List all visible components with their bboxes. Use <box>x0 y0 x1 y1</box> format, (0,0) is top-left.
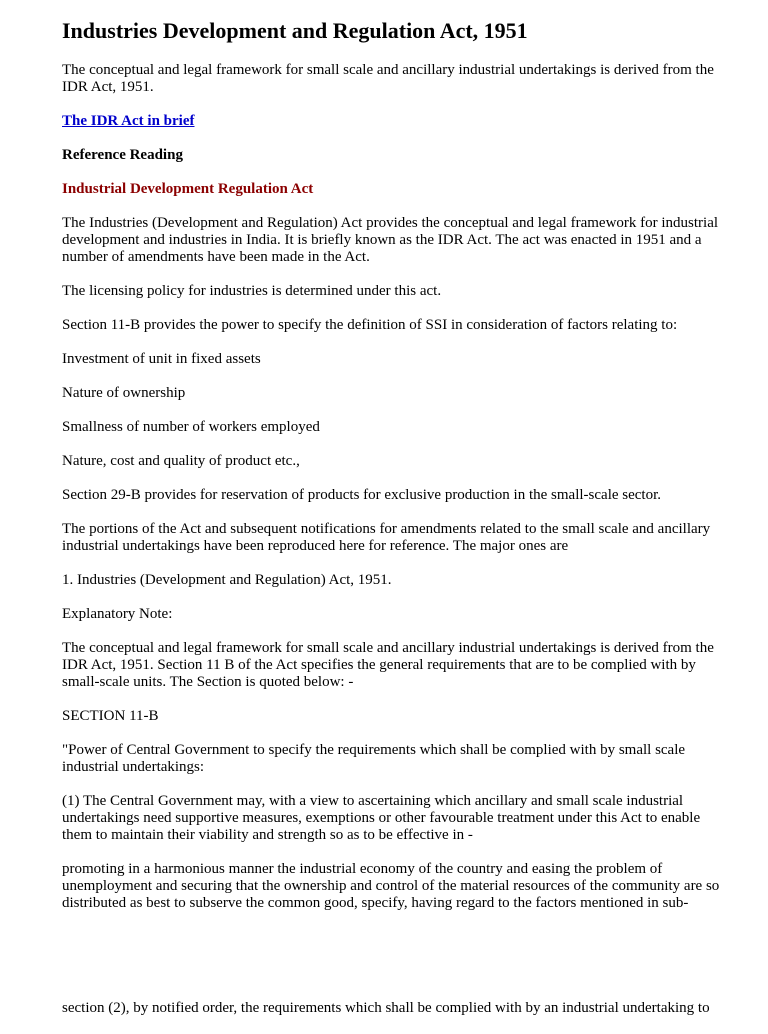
list-item: Investment of unit in fixed assets <box>62 351 261 367</box>
paragraph-continued: section (2), by notified order, the requirements which shall be complied with by an industrial undertaking to <box>62 1000 710 1016</box>
paragraph-portions: The portions of the Act and subsequent notifications for amendments related to the small scale and ancillary industrial undertakings have been reproduced here for reference. The major ones are <box>62 521 711 554</box>
list-item: Nature, cost and quality of product etc., <box>62 453 300 469</box>
reference-reading-heading: Reference Reading <box>62 147 183 163</box>
list-item: Smallness of number of workers employed <box>62 419 320 435</box>
paragraph-section-label: SECTION 11-B <box>62 708 159 724</box>
paragraph-section-29b: Section 29-B provides for reservation of products for exclusive production in the small-scale sector. <box>62 487 662 503</box>
paragraph-overview: The Industries (Development and Regulation) Act provides the conceptual and legal framework for industrial development and industries in India. It is briefly known as the IDR Act. The act was enacted in 1951 and a number of amendments have been made in the Act. <box>62 215 719 265</box>
intro-paragraph: The conceptual and legal framework for small scale and ancillary industrial undertakings is derived from the IDR Act, 1951. <box>62 62 714 95</box>
idr-act-brief-link[interactable]: The IDR Act in brief <box>62 113 195 129</box>
idr-brief-link-container <box>62 113 730 130</box>
paragraph-licensing: The licensing policy for industries is determined under this act. <box>62 283 442 299</box>
paragraph-explanatory-note: Explanatory Note: <box>62 606 173 622</box>
section-heading: Industrial Development Regulation Act <box>62 181 314 197</box>
paragraph-framework: The conceptual and legal framework for small scale and ancillary industrial undertakings is derived from the IDR Act, 1951. Section 11 B of the Act specifies the general requirements that are to be complied with by small-scale units. The Section is quoted below: - <box>62 640 714 690</box>
paragraph-act-1951: 1. Industries (Development and Regulation) Act, 1951. <box>62 572 392 588</box>
paragraph-subsection-1: (1) The Central Government may, with a view to ascertaining which ancillary and small scale industrial undertakings need supportive measures, exemptions or other favourable treatment under this Act to enable them to maintain their viability and strength so as to be effective in - <box>62 793 701 843</box>
document-page <box>62 18 730 1034</box>
list-item: Nature of ownership <box>62 385 186 401</box>
paragraph-promoting: promoting in a harmonious manner the industrial economy of the country and easing the problem of unemployment and securing that the ownership and control of the material resources of the community are so distributed as best to subserve the common good, specify, having regard to the factors mentioned in sub- <box>62 861 720 911</box>
page-break-gap <box>62 929 730 1000</box>
page-title: Industries Development and Regulation Act, 1951 <box>62 18 528 43</box>
paragraph-section-11b: Section 11-B provides the power to specify the definition of SSI in consideration of factors relating to: <box>62 317 678 333</box>
paragraph-power-central-govt: "Power of Central Government to specify the requirements which shall be complied with by small scale industrial undertakings: <box>62 742 686 775</box>
